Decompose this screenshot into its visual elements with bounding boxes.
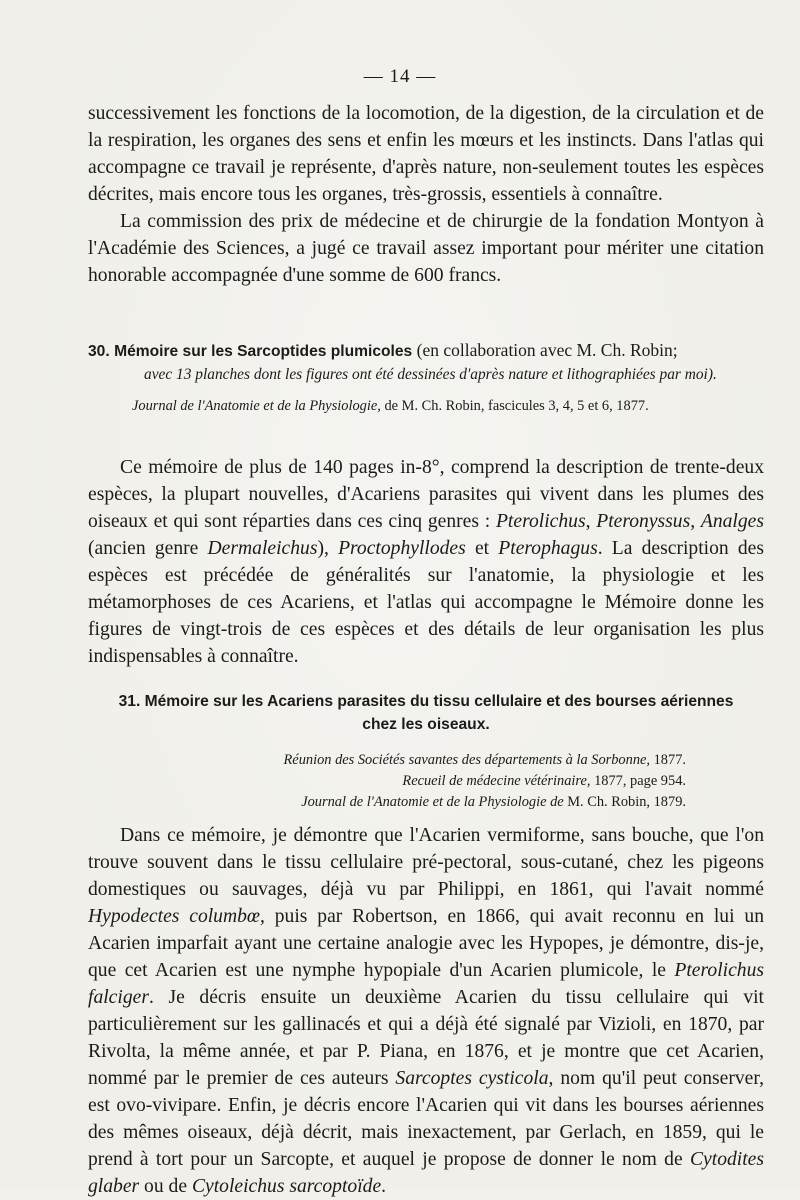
entry-31-references (88, 750, 764, 813)
entry-30-body (88, 454, 764, 670)
species-name: Cytodites glaber (88, 1149, 764, 1197)
text-run: (ancien genre (88, 538, 208, 559)
species-name: Sarcoptes cysticola (395, 1068, 549, 1089)
text-run: , nom qu'il peut conserver, est ovo-vivipare. Enfin, je décris encore l'Acarien qui vit dans les bourses aériennes des mêmes oiseaux, déjà décrit, mais inexactement, par Gerlach, en 1859, qui le prend à tort pour un Sarcopte, et auquel je propose de donner le nom de (88, 1068, 764, 1170)
text-run: Dans ce mémoire, je démontre que l'Acarien vermiforme, sans bouche, que l'on trouve souvent dans le tissu cellulaire pré-pectoral, sous-cutané, chez les pigeons domestiques ou sauvages, déjà vu par Philippi, en 1861, qui l'avait nommé (88, 825, 764, 900)
genus-name: Pteronyssus (596, 511, 691, 532)
entry-31-title (88, 690, 764, 713)
reference-line (88, 792, 686, 813)
reference-source: Recueil de médecine vétérinaire, (402, 773, 591, 789)
entry-number: 30. (88, 343, 110, 360)
intro-section (88, 100, 764, 289)
entry-number: 31. (118, 693, 141, 710)
entry-note: avec 13 planches dont les figures ont été dessinées d'après nature et lithographiées par moi). (144, 366, 717, 383)
entry-title: Mémoire sur les Sarcoptides plumicoles (114, 343, 413, 360)
species-name: Hypodectes columbœ, (88, 906, 265, 927)
text-run: ou de (139, 1176, 192, 1197)
reference-details: 1877. (650, 752, 686, 768)
intro-paragraph-2: La commission des prix de médecine et de chirurgie de la fondation Montyon à l'Académie des Sciences, a jugé ce travail assez important pour mériter une citation honorable accompagnée d'une somme de 600 francs. (88, 211, 764, 286)
reference-journal: Journal de l'Anatomie et de la Physiologie, (132, 398, 381, 414)
text-run: et (465, 538, 499, 559)
reference-source: Réunion des Sociétés savantes des départements à la Sorbonne, (283, 752, 651, 768)
entry-30-heading (88, 338, 764, 386)
text-run: puis par Robertson, en 1866, qui avait reconnu en lui un Acarien imparfait ayant une certaine analogie avec les Hypopes, je démontre, dis-je, que cet Acarien est une nymphe hypopiale d'un Acarien plumicole, le (88, 906, 764, 981)
reference-line (88, 750, 686, 771)
reference-details: M. Ch. Robin, 1879. (563, 794, 686, 810)
reference-line (88, 771, 686, 792)
text-run: ), (317, 538, 339, 559)
genus-name: Pterophagus (498, 538, 598, 559)
entry-30-paragraph (88, 454, 764, 670)
genus-name: Proctophyllodes (338, 538, 466, 559)
text-run: . (381, 1176, 387, 1197)
text-run: , (690, 511, 701, 532)
entry-31-body (88, 822, 764, 1200)
reference-source: Journal de l'Anatomie et de la Physiologie de (301, 794, 564, 810)
entry-collaboration: (en collaboration avec M. Ch. Robin; (416, 340, 678, 360)
text-run: . Je décris ensuite un deuxième Acarien du tissu cellulaire qui vit particulièrement sur les gallinacés et qui a déjà été signalé par Vizioli, en 1870, par Rivolta, la même année, et par P. Piana, en 1876, et je montre que cet Acarien, nommé par le premier de ces auteurs (88, 987, 764, 1089)
text-run: , (585, 511, 597, 532)
entry-31 (88, 690, 764, 813)
entry-30 (88, 338, 764, 417)
species-name: Cytoleichus sarcoptoïde (191, 1176, 382, 1197)
reference-details: 1877, page 954. (590, 773, 686, 789)
genus-name: Analges (700, 511, 764, 532)
text-run: Ce mémoire de plus de 140 pages in-8°, comprend la description de trente-deux espèces, la plupart nouvelles, d'Acariens parasites qui vivent dans les plumes des oiseaux et qui sont réparties dans ces cinq genres : (88, 457, 764, 532)
genus-name: Dermaleichus (207, 538, 318, 559)
intro-paragraph-1: successivement les fonctions de la locomotion, de la digestion, de la circulation et de la respiration, les organes des sens et enfin les mœurs et les instincts. Dans l'atlas qui accompagne ce travail je représente, d'après nature, non-seulement toutes les espèces décrites, mais encore tous les organes, très-grossis, essentiels à connaître. (88, 103, 764, 205)
text-run: . La description des espèces est précédée de généralités sur l'anatomie, la physiologie et les métamorphoses de ces Acariens, et l'atlas qui accompagne le Mémoire donne les figures de vingt-trois de ces espèces et des détails de leur organisation les plus indispensables à connaître. (88, 538, 764, 667)
entry-title-line-1: Mémoire sur les Acariens parasites du tissu cellulaire et des bourses aériennes (144, 693, 734, 710)
entry-31-paragraph (88, 822, 764, 1200)
reference-details: de M. Ch. Robin, fascicules 3, 4, 5 et 6, 1877. (384, 398, 649, 414)
entry-30-reference (88, 396, 764, 417)
entry-title-line-2: chez les oiseaux. (362, 716, 490, 733)
page-number: — 14 — (363, 66, 437, 87)
species-name: Pterolichus falciger (88, 960, 764, 1008)
genus-name: Pterolichus (495, 511, 586, 532)
